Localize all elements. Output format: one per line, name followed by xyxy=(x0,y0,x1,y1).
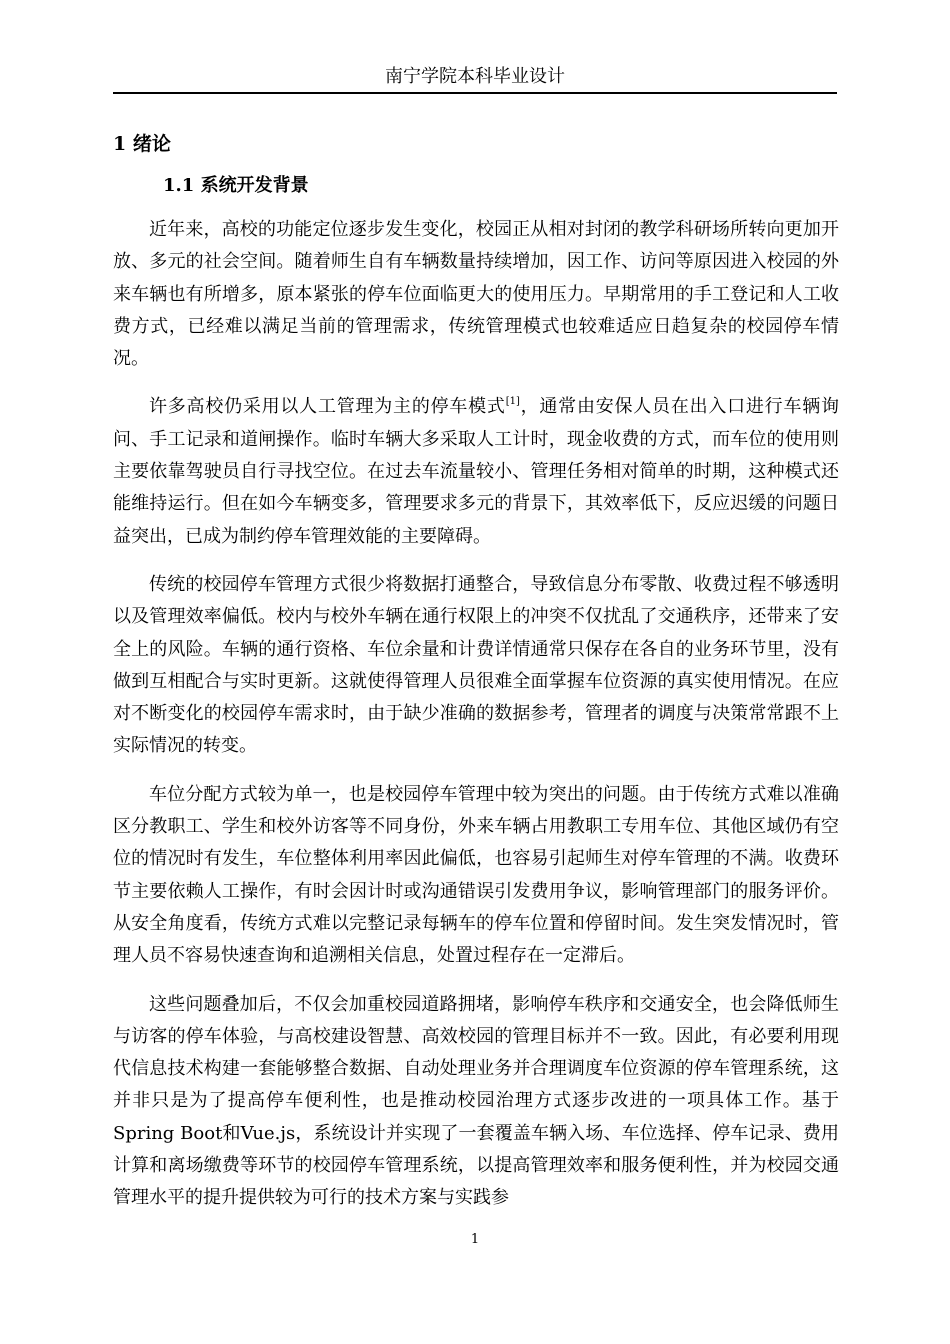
paragraph-5: 这些问题叠加后，不仅会加重校园道路拥堵，影响停车秩序和交通安全，也会降低师生与访客的停车体验，与高校建设智慧、高效校园的管理目标并不一致。因此，有必要利用现代信息技术构建一套能够整合数据、自动处理业务并合理调度车位资源的停车管理系统，这并非只是为了提高停车便利性，也是推动校园治理方式逐步改进的一项具体工作。基于Spring Boot和Vue.js，系统设计并实现了一套覆盖车辆入场、车位选择、停车记录、费用计算和离场缴费等环节的校园停车管理系统，以提高管理效率和服务便利性，并为校园交通管理水平的提升提供较为可行的技术方案与实践参 xyxy=(113,993,839,1209)
page-header: 南宁学院本科毕业设计 xyxy=(113,62,837,94)
citation-ref[interactable]: [1] xyxy=(505,396,520,408)
section-heading: 1.1 系统开发背景 xyxy=(163,175,309,196)
paragraph-2-text-after: ，通常由安保人员在出入口进行车辆询问、手工记录和道闸操作。临时车辆大多采取人工计时，现金收费的方式，而车位的使用则主要依靠驾驶员自行寻找空位。在过去车流量较小、管理任务相对简单的时期，这种模式还能维持运行。但在如今车辆变多，管理要求多元的背景下，其效率低下，反应迟缓的问题日益突出，已成为制约停车管理效能的主要障碍。 xyxy=(113,396,839,547)
paragraph-1: 近年来，高校的功能定位逐步发生变化，校园正从相对封闭的教学科研场所转向更加开放、多元的社会空间。随着师生自有车辆数量持续增加，因工作、访问等原因进入校园的外来车辆也有所增多，原本紧张的停车位面临更大的使用压力。早期常用的手工登记和人工收费方式，已经难以满足当前的管理需求，传统管理模式也较难适应日趋复杂的校园停车情况。 xyxy=(113,219,839,370)
body-text xyxy=(113,214,839,1231)
paragraph-2 xyxy=(113,391,839,552)
paragraph-2-text-before: 许多高校仍采用以人工管理为主的停车模式 xyxy=(149,396,506,418)
chapter-heading: 1 绪论 xyxy=(113,133,171,155)
page-number: 1 xyxy=(470,1232,480,1247)
paragraph-3: 传统的校园停车管理方式很少将数据打通整合，导致信息分布零散、收费过程不够透明以及管理效率偏低。校内与校外车辆在通行权限上的冲突不仅扰乱了交通秩序，还带来了安全上的风险。车辆的通行资格、车位余量和计费详情通常只保存在各自的业务环节里，没有做到互相配合与实时更新。这就使得管理人员很难全面掌握车位资源的真实使用情况。在应对不断变化的校园停车需求时，由于缺少准确的数据参考，管理者的调度与决策常常跟不上实际情况的转变。 xyxy=(113,573,839,757)
paragraph-4: 车位分配方式较为单一，也是校园停车管理中较为突出的问题。由于传统方式难以准确区分教职工、学生和校外访客等不同身份，外来车辆占用教职工专用车位、其他区域仍有空位的情况时有发生，车位整体利用率因此偏低，也容易引起师生对停车管理的不满。收费环节主要依赖人工操作，有时会因计时或沟通错误引发费用争议，影响管理部门的服务评价。从安全角度看，传统方式难以完整记录每辆车的停车位置和停留时间。发生突发情况时，管理人员不容易快速查询和追溯相关信息，处置过程存在一定滞后。 xyxy=(113,783,839,967)
